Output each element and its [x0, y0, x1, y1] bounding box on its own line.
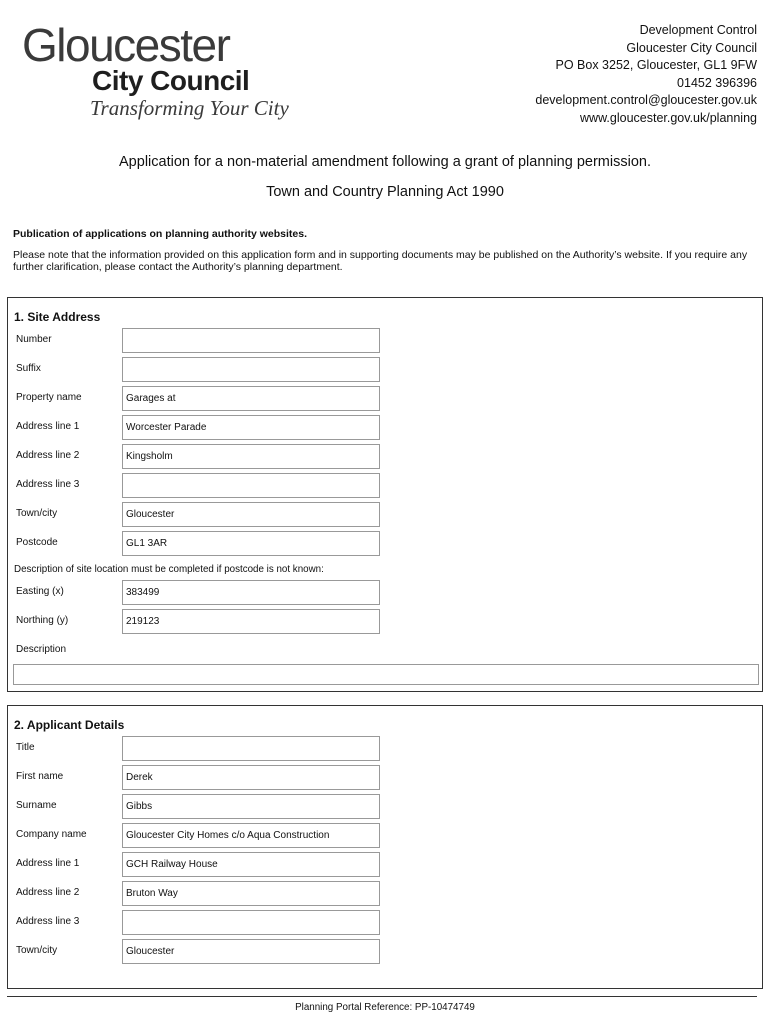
field-label: Address line 1: [16, 858, 80, 869]
applicant-address-line-2-field[interactable]: Bruton Way: [122, 881, 380, 906]
applicant-address-line-3-row: [8, 910, 762, 935]
form-title: Application for a non-material amendment following a grant of planning permission.: [119, 154, 651, 170]
site-address-line-2-row: [8, 444, 762, 469]
contact-website: www.gloucester.gov.uk/planning: [580, 110, 757, 125]
section-heading: 2. Applicant Details: [14, 718, 125, 732]
council-logo: [22, 20, 292, 120]
site-address-line-3-field[interactable]: [122, 473, 380, 498]
field-label: First name: [16, 771, 64, 782]
field-label: Address line 2: [16, 887, 80, 898]
applicant-first-name-row: [8, 765, 762, 790]
site-address-line-1-field[interactable]: Worcester Parade: [122, 415, 380, 440]
form-act: Town and Country Planning Act 1990: [266, 184, 504, 200]
applicant-address-line-3-field[interactable]: [122, 910, 380, 935]
logo-line-2: City Council: [92, 65, 250, 96]
contact-email: development.control@gloucester.gov.uk: [535, 93, 757, 108]
site-town-field[interactable]: Gloucester: [122, 502, 380, 527]
site-postcode-row: [8, 531, 762, 556]
applicant-company-row: [8, 823, 762, 848]
footer-divider: [7, 996, 757, 997]
site-postcode-field[interactable]: GL1 3AR: [122, 531, 380, 556]
applicant-address-line-1-field[interactable]: GCH Railway House: [122, 852, 380, 877]
applicant-details-section: [7, 705, 763, 989]
field-label: Postcode: [16, 537, 58, 548]
applicant-address-line-1-row: [8, 852, 762, 877]
contact-address: PO Box 3252, Gloucester, GL1 9FW: [555, 58, 757, 73]
applicant-town-row: [8, 939, 762, 964]
site-suffix-field[interactable]: [122, 357, 380, 382]
location-note: Description of site location must be completed if postcode is not known:: [14, 564, 324, 575]
section-heading: 1. Site Address: [14, 310, 101, 324]
contact-organisation: Gloucester City Council: [626, 40, 757, 55]
northing-field[interactable]: 219123: [122, 609, 380, 634]
field-label: Property name: [16, 392, 82, 403]
logo-tagline: Transforming Your City: [90, 96, 289, 120]
applicant-title-field[interactable]: [122, 736, 380, 761]
field-label: Suffix: [16, 363, 41, 374]
logo-line-1: Gloucester: [22, 19, 230, 71]
field-label: Address line 3: [16, 479, 80, 490]
field-label: Company name: [16, 829, 87, 840]
description-field[interactable]: [13, 664, 759, 685]
applicant-company-field[interactable]: Gloucester City Homes c/o Aqua Construction: [122, 823, 380, 848]
contact-department: Development Control: [639, 23, 757, 37]
field-label: Easting (x): [16, 586, 64, 597]
applicant-town-field[interactable]: Gloucester: [122, 939, 380, 964]
contact-block: [535, 22, 757, 128]
field-label: Town/city: [16, 945, 58, 956]
publication-heading: Publication of applications on planning authority websites.: [13, 228, 308, 240]
field-label: Surname: [16, 800, 57, 811]
site-address-section: [7, 297, 763, 692]
field-label: Description: [16, 644, 67, 655]
site-town-row: [8, 502, 762, 527]
field-label: Number: [16, 334, 52, 345]
applicant-first-name-field[interactable]: Derek: [122, 765, 380, 790]
field-label: Northing (y): [16, 615, 69, 626]
northing-row: [8, 609, 762, 634]
site-address-line-2-field[interactable]: Kingsholm: [122, 444, 380, 469]
publication-text: Please note that the information provided on this application form and in supporting documents may be published on the Authority’s website. If you require any further clarification, please contact the Authority’s planning department.: [13, 249, 748, 273]
site-property-name-row: [8, 386, 762, 411]
field-label: Town/city: [16, 508, 58, 519]
contact-phone: 01452 396396: [677, 75, 757, 90]
field-label: Address line 2: [16, 450, 80, 461]
field-label: Address line 3: [16, 916, 80, 927]
site-address-line-3-row: [8, 473, 762, 498]
easting-field[interactable]: 383499: [122, 580, 380, 605]
applicant-surname-row: [8, 794, 762, 819]
applicant-title-row: [8, 736, 762, 761]
applicant-surname-field[interactable]: Gibbs: [122, 794, 380, 819]
applicant-address-line-2-row: [8, 881, 762, 906]
site-address-line-1-row: [8, 415, 762, 440]
site-number-field[interactable]: [122, 328, 380, 353]
site-number-row: [8, 328, 762, 353]
portal-reference: Planning Portal Reference: PP-10474749: [295, 1002, 475, 1013]
field-label: Address line 1: [16, 421, 80, 432]
field-label: Title: [16, 742, 35, 753]
easting-row: [8, 580, 762, 605]
site-suffix-row: [8, 357, 762, 382]
site-property-name-field[interactable]: Garages at: [122, 386, 380, 411]
description-label-row: [8, 638, 762, 663]
